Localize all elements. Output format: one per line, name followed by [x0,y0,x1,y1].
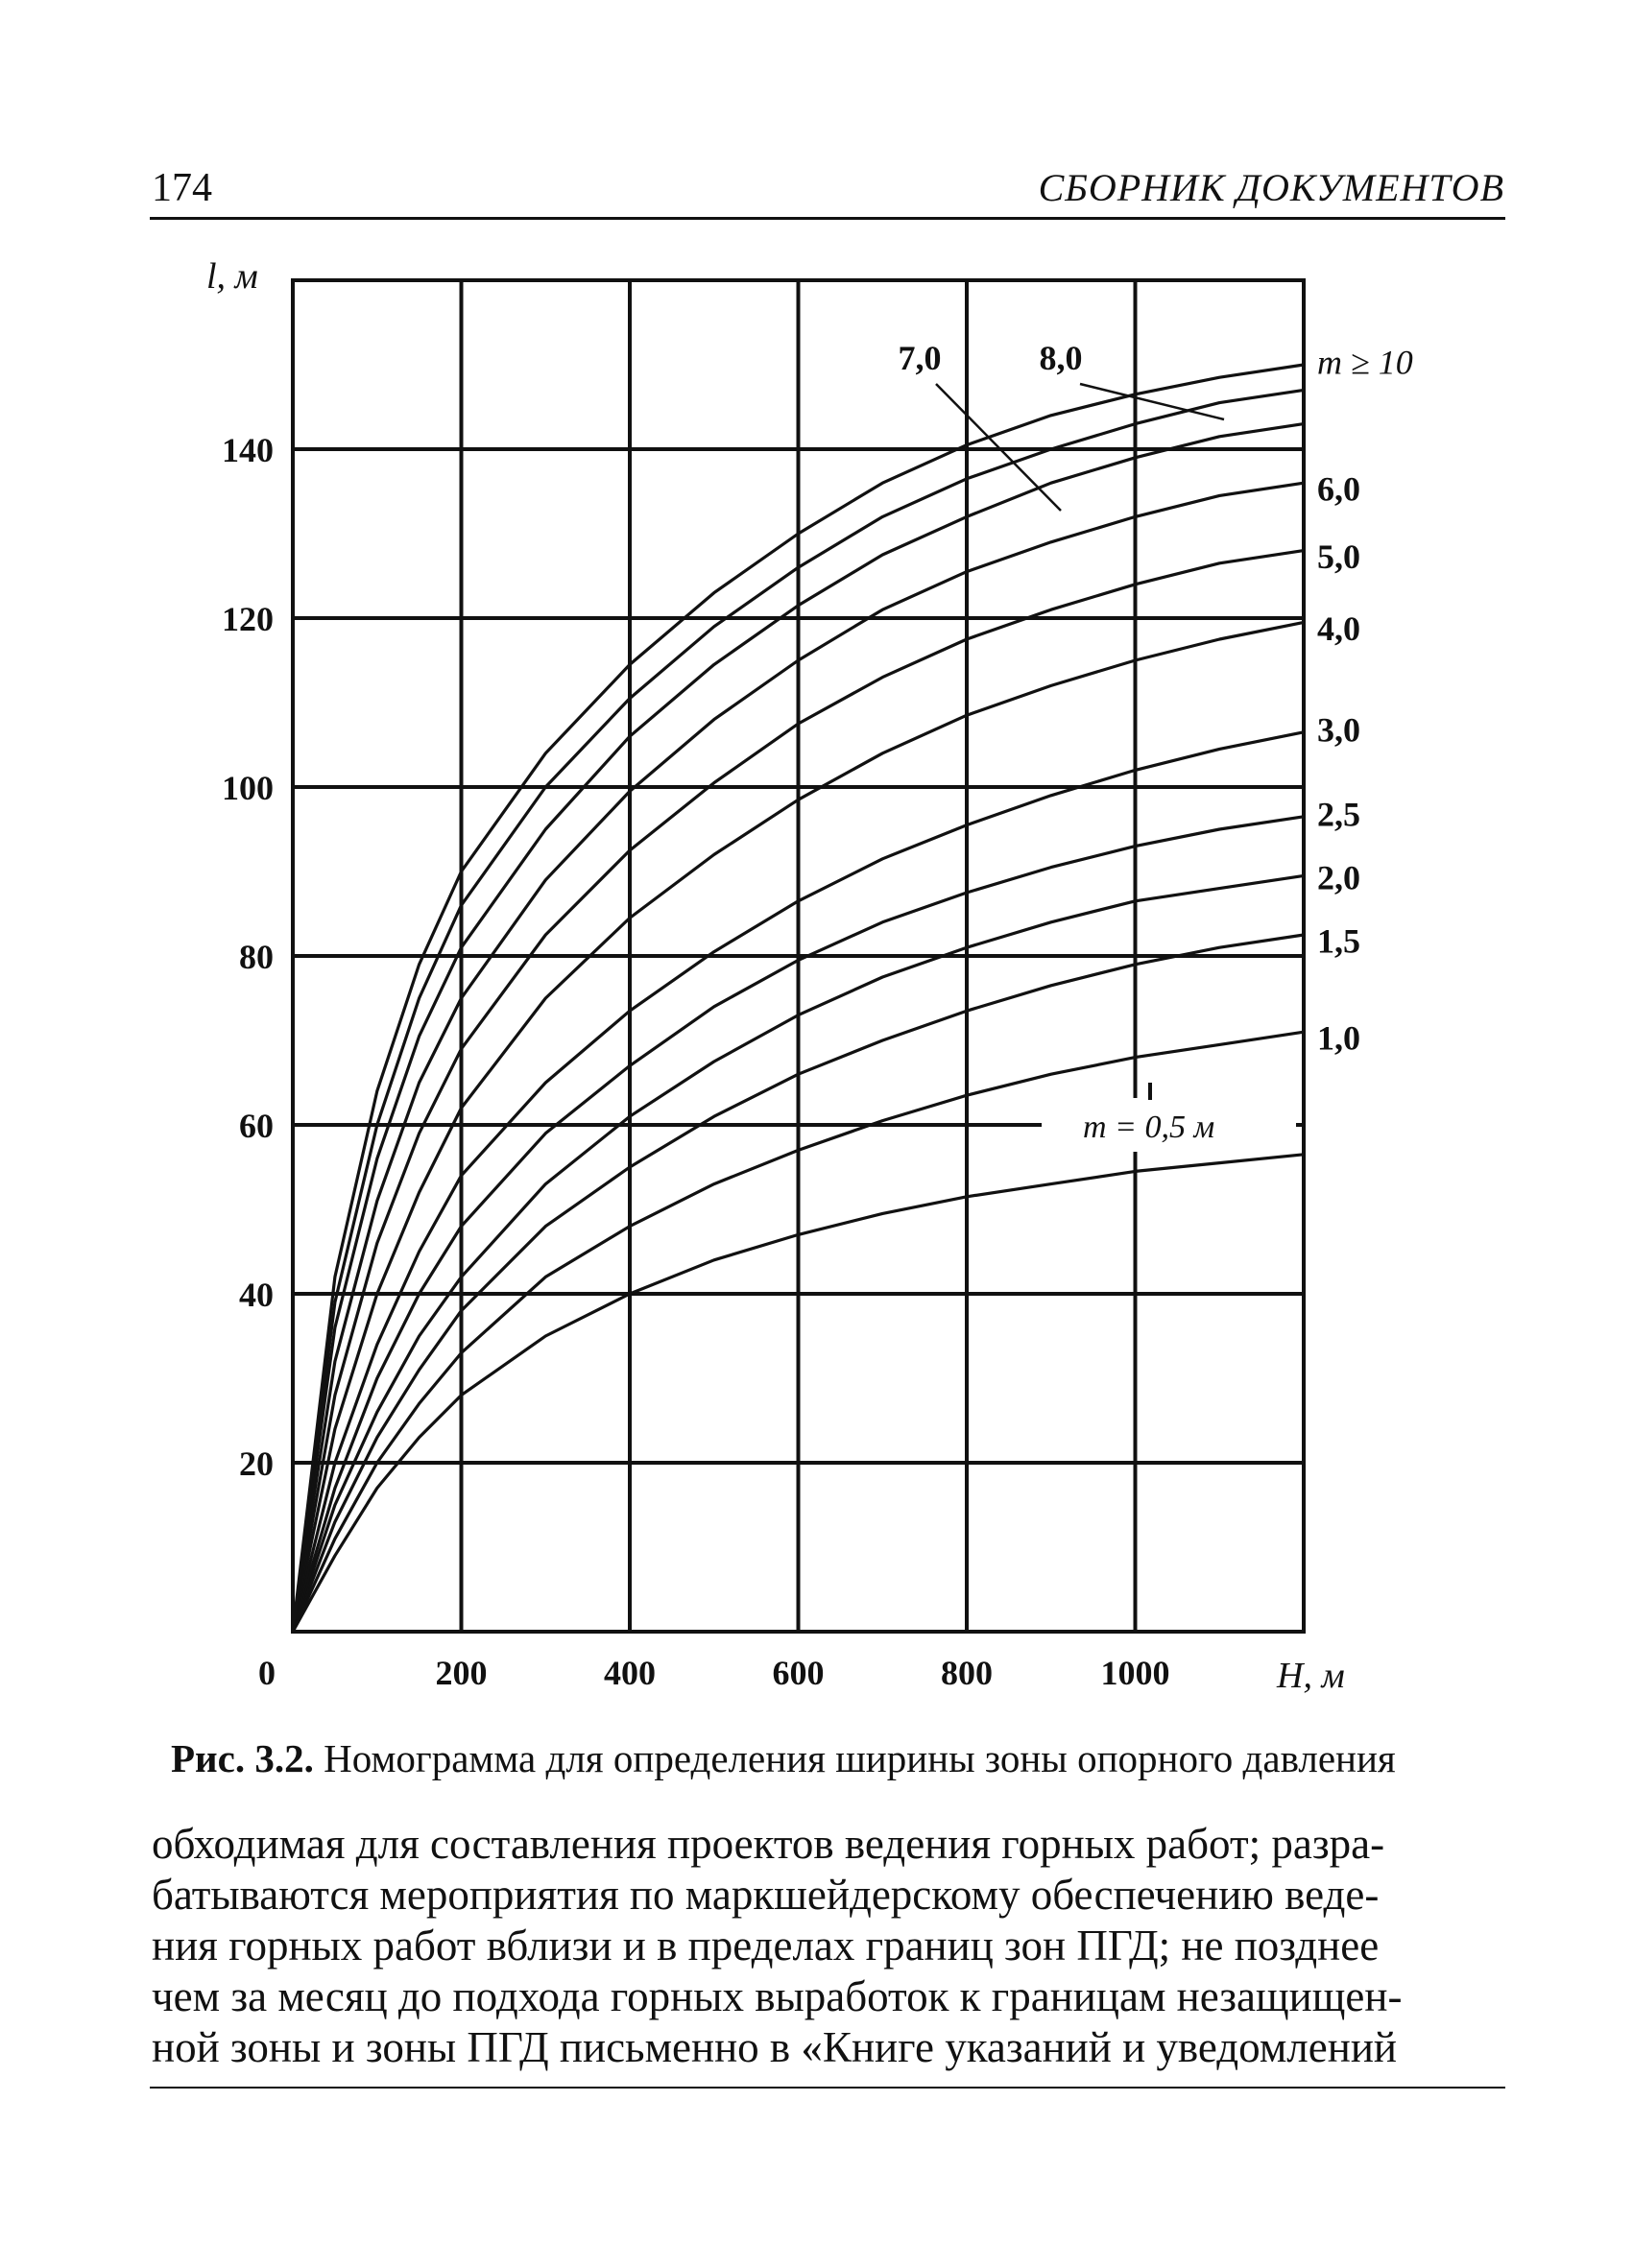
footer-rule [150,2087,1505,2089]
curve-label-05: m = 0,5 м [1083,1110,1215,1145]
y-tick-label: 100 [222,769,274,807]
body-line: обходимая для составления проектов ведения горных работ; разра- [152,1820,1385,1868]
curve-label: 3,0 [1317,710,1360,750]
origin-label: 0 [258,1654,276,1692]
chart-grid [293,280,1304,1632]
figure-caption [171,1735,1396,1781]
x-tick-label: 1000 [1100,1654,1170,1692]
y-tick-label: 140 [222,431,274,469]
curve-label: 2,0 [1317,858,1360,897]
running-title: СБОРНИК ДОКУМЕНТОВ [1038,166,1504,209]
y-tick-label: 40 [239,1276,274,1314]
y-axis-label: l, м [206,256,258,297]
body-paragraph [152,1819,1505,2073]
y-tick-label: 80 [239,938,274,976]
body-line: ния горных работ вблизи и в пределах границ зон ПГД; не позднее [152,1922,1380,1970]
x-tick-label: 200 [435,1654,488,1692]
y-tick-label: 60 [239,1107,274,1145]
curve-label: 6,0 [1317,469,1360,509]
curve-label: m ≥ 10 [1317,343,1413,382]
x-tick-label: 400 [604,1654,656,1692]
curve-label-7: 7,0 [898,339,942,377]
x-tick-label: 600 [772,1654,825,1692]
body-line: батываются мероприятия по маркшейдерскому обеспечению веде- [152,1871,1380,1919]
y-tick-label: 20 [239,1444,274,1483]
caption-label: Рис. 3.2. [171,1736,314,1780]
x-tick-label: 800 [941,1654,993,1692]
curve-label-8: 8,0 [1039,339,1083,377]
curve-label: 2,5 [1317,795,1360,834]
caption-text: Номограмма для определения ширины зоны опорного давления [324,1736,1396,1780]
curve-label: 4,0 [1317,609,1360,648]
curve-label: 1,0 [1317,1018,1360,1058]
curve-labels [899,339,1413,1152]
page-number: 174 [152,166,212,210]
body-line: ной зоны и зоны ПГД письменно в «Книге указаний и уведомлений [152,2023,1397,2071]
curve-label: 1,5 [1317,921,1360,961]
x-axis-label: H, м [1277,1656,1345,1696]
curve-label: 5,0 [1317,537,1360,576]
y-tick-label: 120 [222,600,274,638]
tick-labels [222,431,1170,1692]
body-line: чем за месяц до подхода горных выработок к границам незащищен- [152,1972,1403,2020]
